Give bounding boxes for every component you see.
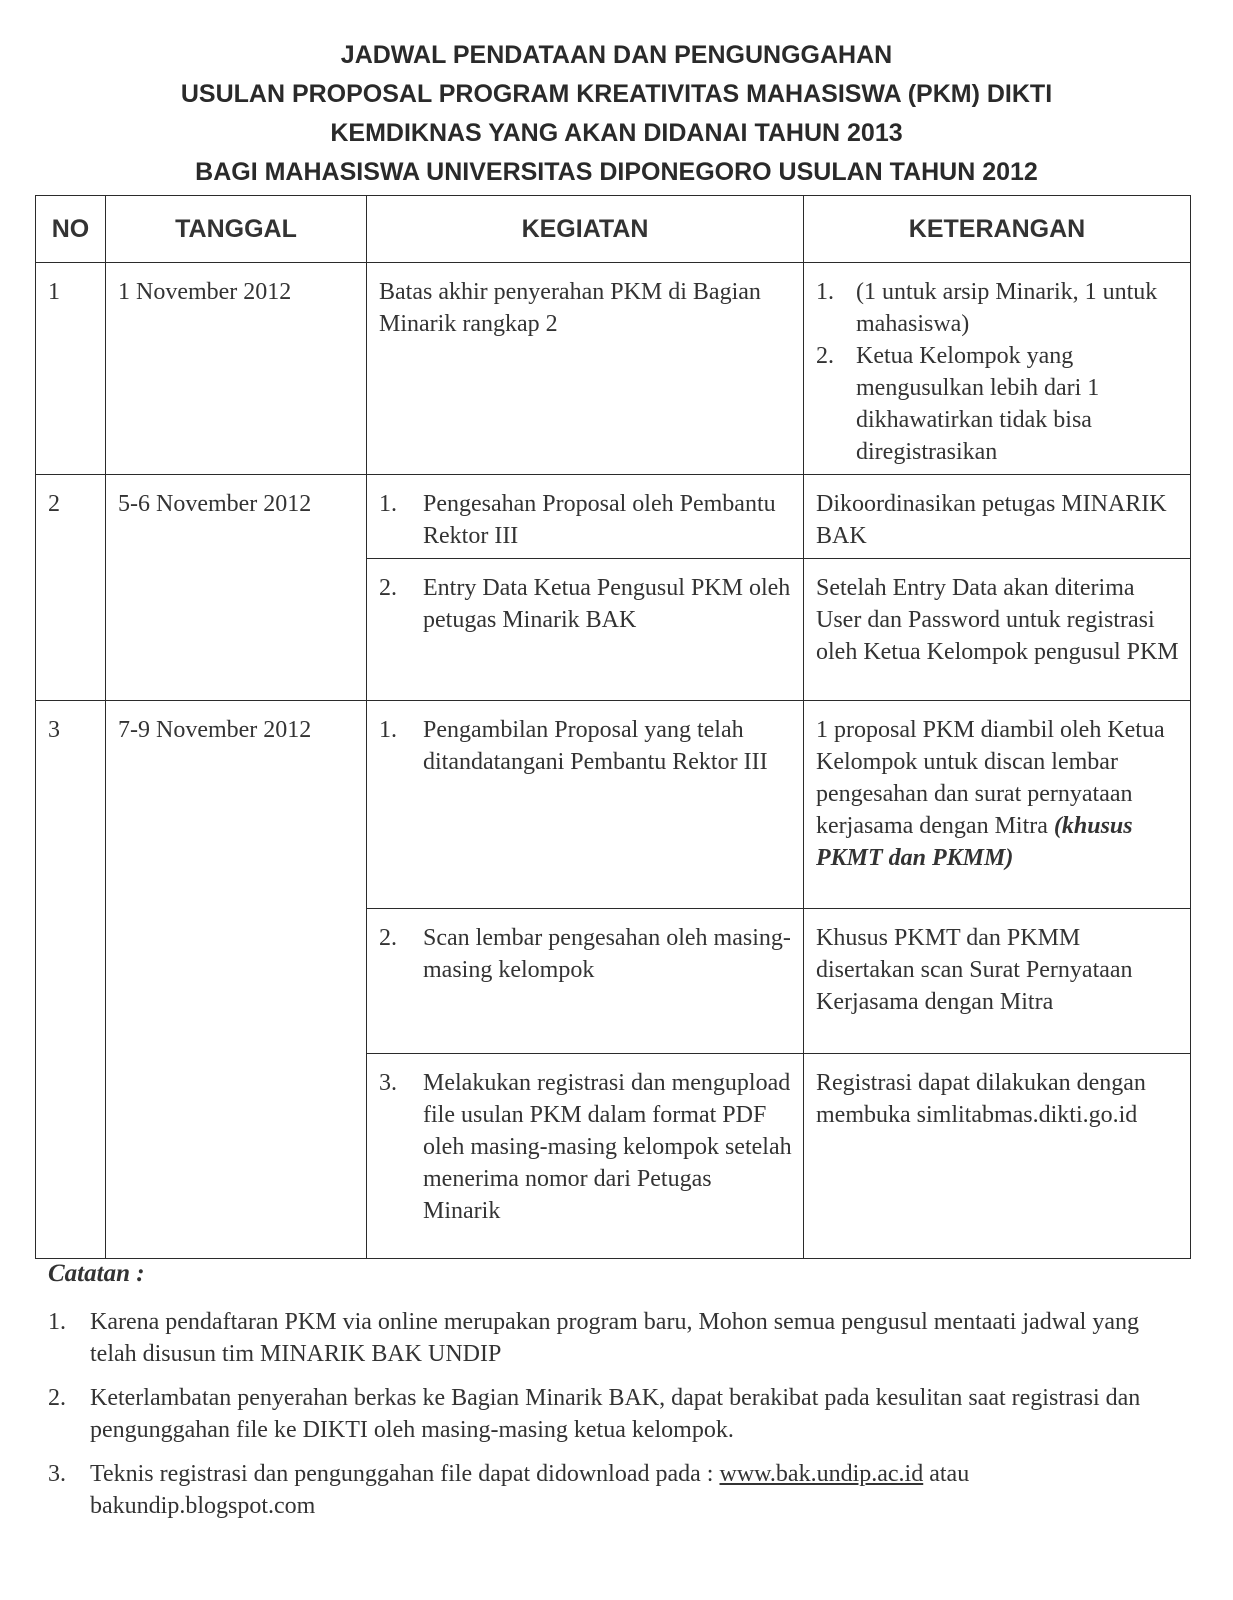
header-tanggal: TANGGAL (106, 196, 367, 263)
remark-text: 1 proposal PKM diambil oleh Ketua Kelompok untuk discan lembar pengesahan dan surat pernyataan kerjasama dengan Mitra (816, 717, 1165, 839)
header-no: NO (36, 196, 106, 263)
activity-number: 2. (379, 575, 397, 601)
note-text: Keterlambatan penyerahan berkas ke Bagian Minarik BAK, dapat berakibat pada kesulitan saat registrasi dan pengunggahan file ke DIKTI oleh masing-masing ketua kelompok. (90, 1385, 1141, 1443)
row-activity: Batas akhir penyerahan PKM di Bagian Minarik rangkap 2 (367, 263, 804, 475)
row-remarks: Registrasi dapat dilakukan dengan membuka simlitabmas.dikti.go.id (804, 1054, 1191, 1259)
remark-emphasis: (khusus PKMT dan PKMM) (816, 813, 1133, 871)
activity-text: Melakukan registrasi dan mengupload file usulan PKM dalam format PDF oleh masing-masing kelompok setelah menerima nomor dari Petugas Minarik (423, 1070, 792, 1224)
title-line-2: USULAN PROPOSAL PROGRAM KREATIVITAS MAHASISWA (PKM) DIKTI (180, 80, 1053, 108)
remark-item (816, 276, 1180, 340)
note-number: 3. (48, 1461, 66, 1487)
note-text-before: Teknis registrasi dan pengunggahan file dapat didownload pada : (90, 1461, 720, 1487)
row-number: 2 (36, 475, 106, 701)
document-title (0, 36, 1233, 192)
row-activity (367, 909, 804, 1054)
row-number: 3 (36, 701, 106, 1259)
row-remarks: Dikoordinasikan petugas MINARIK BAK (804, 475, 1191, 559)
remark-text: (1 untuk arsip Minarik, 1 untuk mahasiswa) (856, 279, 1158, 337)
remark-number: 2. (816, 343, 834, 369)
row-activity (367, 475, 804, 559)
notes-section (48, 1258, 1168, 1534)
note-item (48, 1382, 1168, 1446)
header-kegiatan: KEGIATAN (367, 196, 804, 263)
remark-item (816, 340, 1180, 468)
table-row (36, 475, 1191, 559)
note-item (48, 1458, 1168, 1522)
bak-website-link[interactable]: www.bak.undip.ac.id (719, 1461, 924, 1487)
row-date: 5-6 November 2012 (106, 475, 367, 701)
activity-number: 3. (379, 1070, 397, 1096)
row-date: 7-9 November 2012 (106, 701, 367, 1259)
note-number: 2. (48, 1385, 66, 1411)
activity-text: Pengesahan Proposal oleh Pembantu Rektor III (423, 491, 776, 549)
note-text: Karena pendaftaran PKM via online merupakan program baru, Mohon semua pengusul mentaati jadwal yang telah disusun tim MINARIK BAK UNDIP (90, 1309, 1140, 1367)
header-keterangan: KETERANGAN (804, 196, 1191, 263)
row-remarks (804, 263, 1191, 475)
row-date: 1 November 2012 (106, 263, 367, 475)
remark-text: Ketua Kelompok yang mengusulkan lebih dari 1 dikhawatirkan tidak bisa diregistrasikan (856, 343, 1100, 465)
activity-text: Pengambilan Proposal yang telah ditandatangani Pembantu Rektor III (423, 717, 768, 775)
note-text-after: atau bakundip.blogspot.com (90, 1461, 970, 1519)
row-activity (367, 701, 804, 909)
row-remarks: Setelah Entry Data akan diterima User dan Password untuk registrasi oleh Ketua Kelompok pengusul PKM (804, 559, 1191, 701)
table-header-row (36, 196, 1191, 263)
note-item (48, 1306, 1168, 1370)
row-number: 1 (36, 263, 106, 475)
notes-header: Catatan : (48, 1260, 145, 1287)
activity-number: 1. (379, 491, 397, 517)
row-remarks (804, 701, 1191, 909)
schedule-table (35, 195, 1191, 1259)
activity-text: Entry Data Ketua Pengusul PKM oleh petugas Minarik BAK (423, 575, 791, 633)
activity-number: 2. (379, 925, 397, 951)
title-line-3: KEMDIKNAS YANG AKAN DIDANAI TAHUN 2013 (330, 119, 903, 147)
table-row (36, 263, 1191, 475)
title-line-1: JADWAL PENDATAAN DAN PENGUNGGAHAN (340, 41, 893, 69)
note-text (90, 1458, 1168, 1522)
row-activity (367, 1054, 804, 1259)
activity-number: 1. (379, 717, 397, 743)
note-number: 1. (48, 1309, 66, 1335)
row-remarks: Khusus PKMT dan PKMM disertakan scan Surat Pernyataan Kerjasama dengan Mitra (804, 909, 1191, 1054)
remark-number: 1. (816, 279, 834, 305)
row-activity (367, 559, 804, 701)
table-row (36, 701, 1191, 909)
activity-text: Scan lembar pengesahan oleh masing-masing kelompok (423, 925, 791, 983)
title-line-4: BAGI MAHASISWA UNIVERSITAS DIPONEGORO USULAN TAHUN 2012 (195, 158, 1038, 186)
